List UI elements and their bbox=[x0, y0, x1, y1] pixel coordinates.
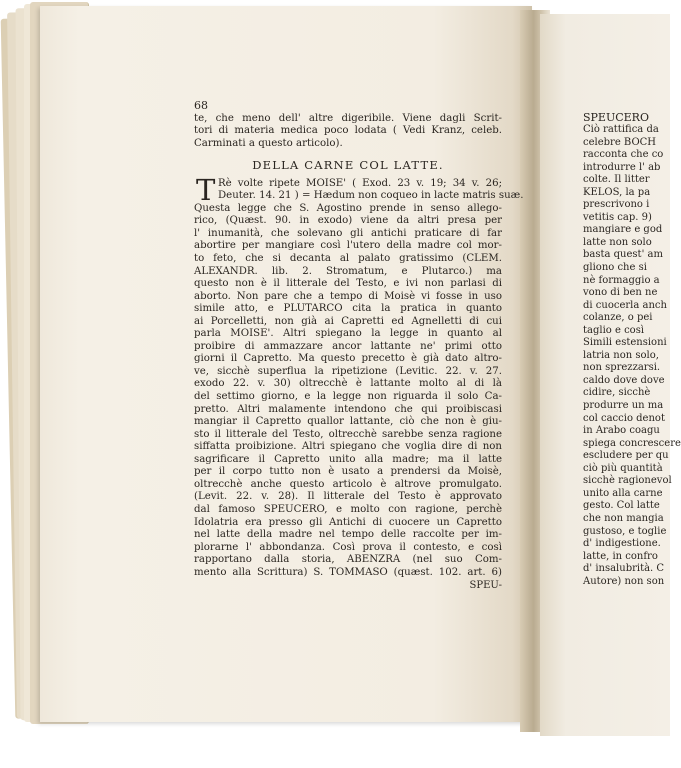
text-line: sto il litterale del Testo, oltrecchè sarebbe senza ragione bbox=[194, 428, 502, 440]
text-line: in Arabo coagu bbox=[583, 425, 660, 437]
text-line: siffatta proibizione. Altri spiegano che voglia dire di non bbox=[194, 441, 502, 453]
text-line: Deuter. 14. 21 ) = Hædum non coqueo in lacte matris suæ. bbox=[218, 190, 524, 202]
text-line: basta quest' am bbox=[583, 249, 663, 261]
text-line: Autore) non son bbox=[583, 575, 665, 587]
text-line: simile atto, e PLUTARCO cita la pratica in quanto bbox=[194, 303, 502, 315]
text-line: KELOS, la pa bbox=[583, 186, 651, 198]
text-line: Carminati a questo articolo). bbox=[194, 137, 343, 149]
text-line: Questa legge che S. Agostino prende in senso allego- bbox=[194, 202, 502, 214]
catchword: SPEU- bbox=[469, 580, 502, 592]
text-line: giorni il Capretto. Ma questo precetto è già dato altro- bbox=[194, 353, 502, 365]
text-line: caldo dove dove bbox=[583, 374, 665, 386]
text-line: latte, in confro bbox=[583, 550, 658, 562]
intro-paragraph bbox=[194, 113, 502, 151]
page-number: 68 bbox=[194, 99, 208, 112]
text-line: sagrificare il Capretto unito alla madre; ma il latte bbox=[194, 453, 502, 465]
text-line: latria non solo, bbox=[583, 349, 659, 361]
text-line: ve, sicchè superflua la ripetizione (Levitic. 22. v. 27. bbox=[194, 365, 502, 377]
text-line: escludere per qu bbox=[583, 450, 669, 462]
text-line: pretto. Altri malamente intendono che qui proibiscasi bbox=[194, 403, 502, 415]
left-page-text bbox=[194, 99, 524, 593]
text-line: Rè volte ripete MOISE' ( Exod. 23 v. 19; 34 v. 26; bbox=[218, 177, 502, 189]
text-line: taglio e così bbox=[583, 324, 645, 336]
text-line: vono di ben ne bbox=[583, 287, 658, 299]
text-line: racconta che co bbox=[583, 149, 664, 161]
right-page-text bbox=[583, 111, 681, 588]
text-line: ai Porcelletti, non già ai Capretti ed Agnelletti di cui bbox=[194, 315, 502, 327]
text-line: gesto. Col latte bbox=[583, 500, 660, 512]
text-line: Ciò rattifica da bbox=[583, 124, 659, 135]
text-line: per il corpo tutto non è usato a prendersi da Moisè, bbox=[194, 466, 502, 478]
text-line: mento alla Scrittura) S. TOMMASO (quæst. 102. art. 6) bbox=[194, 566, 502, 578]
text-line: abortire per mangiare così l'utero della madre col mor- bbox=[194, 240, 502, 252]
text-line: oltrecchè anche questo articolo è altrove promulgato. bbox=[194, 478, 502, 490]
text-line: dal famoso SPEUCERO, e molto con ragione, perchè bbox=[194, 503, 502, 515]
text-line: di cuocerla anch bbox=[583, 299, 667, 311]
text-line: spiega concrescere bbox=[583, 437, 681, 449]
text-line: non sprezzarsi. bbox=[583, 362, 661, 374]
text-line: rapportano dalla storia, ABENZRA (nel suo Com- bbox=[194, 554, 502, 566]
text-line: gustoso, e toglie bbox=[583, 525, 667, 537]
text-line: gliono che si bbox=[583, 262, 647, 274]
text-line: vetitis cap. 9) bbox=[583, 211, 652, 223]
text-line: ALEXANDR. lib. 2. Stromatum, e Plutarco.) ma bbox=[194, 265, 502, 277]
text-line: prescrivono i bbox=[583, 199, 650, 211]
text-line: proibire di ammazzare ancor lattante ne' primi otto bbox=[194, 340, 502, 352]
text-line: unito alla carne bbox=[583, 487, 663, 499]
text-line: (Levit. 22. v. 28). Il litterale del Testo è approvato bbox=[194, 491, 502, 503]
text-line: parla MOISE'. Altri spiegano la legge in quanto al bbox=[194, 328, 502, 340]
drop-cap: T bbox=[196, 172, 216, 207]
text-line: celebre BOCH bbox=[583, 136, 657, 148]
text-line: questo non è il litterale del Testo, e ivi non parlasi di bbox=[194, 278, 502, 290]
body-paragraph bbox=[194, 172, 524, 580]
text-line: nel latte della madre nel tempo delle raccolte per im- bbox=[194, 529, 502, 541]
text-line: produrre un ma bbox=[583, 400, 664, 412]
text-line: rico, (Quæst. 90. in exodo) viene da altri presa per bbox=[194, 215, 502, 227]
text-line: Simili estensioni bbox=[583, 337, 667, 349]
text-line: Idolatria era presso gli Antichi di cuocere un Capretto bbox=[194, 516, 502, 528]
text-line: che non mangia bbox=[583, 512, 664, 524]
section-title: DELLA CARNE COL LATTE. bbox=[252, 158, 444, 173]
text-line: latte non solo bbox=[583, 236, 652, 248]
text-line: col caccio denot bbox=[583, 412, 665, 424]
text-line: te, che meno dell' altre digeribile. Viene dagli Scrit- bbox=[194, 112, 502, 124]
text-line: aborto. Non pare che a tempo di Moisè vi fosse in uso bbox=[194, 290, 502, 302]
text-line: cidire, sicchè bbox=[583, 387, 651, 399]
text-line: tori di materia medica poco lodata ( Vedi Kranz, celeb. bbox=[194, 125, 502, 137]
text-line: colanze, o pei bbox=[583, 312, 653, 324]
text-line: to feto, che si decanta al palato gratissimo (CLEM. bbox=[194, 253, 502, 265]
text-line: nè formaggio a bbox=[583, 274, 660, 286]
text-line: d' indigestione. bbox=[583, 538, 661, 550]
text-line: del settimo giorno, e la legge non riguarda il solo Ca- bbox=[194, 391, 502, 403]
right-page-header: SPEUCERO bbox=[583, 111, 649, 124]
text-line: colte. Il litter bbox=[583, 174, 650, 186]
text-line: mangiare e god bbox=[583, 224, 663, 236]
text-line: exodo 22. v. 30) oltrecchè è lattante molto al di là bbox=[194, 378, 502, 390]
text-line: introdurre l' ab bbox=[583, 161, 661, 173]
text-line: ciò più quantità bbox=[583, 462, 663, 474]
text-line: sicchè ragionevol bbox=[583, 475, 672, 487]
text-line: d' insalubrità. C bbox=[583, 563, 665, 575]
text-line: plorarne l' abbondanza. Così prova il contesto, e così bbox=[194, 541, 502, 553]
text-line: l' inumanità, che solevano gli antichi praticare di far bbox=[194, 227, 502, 239]
text-line: mangiar il Capretto quallor lattante, ciò che non è giu- bbox=[194, 416, 502, 428]
